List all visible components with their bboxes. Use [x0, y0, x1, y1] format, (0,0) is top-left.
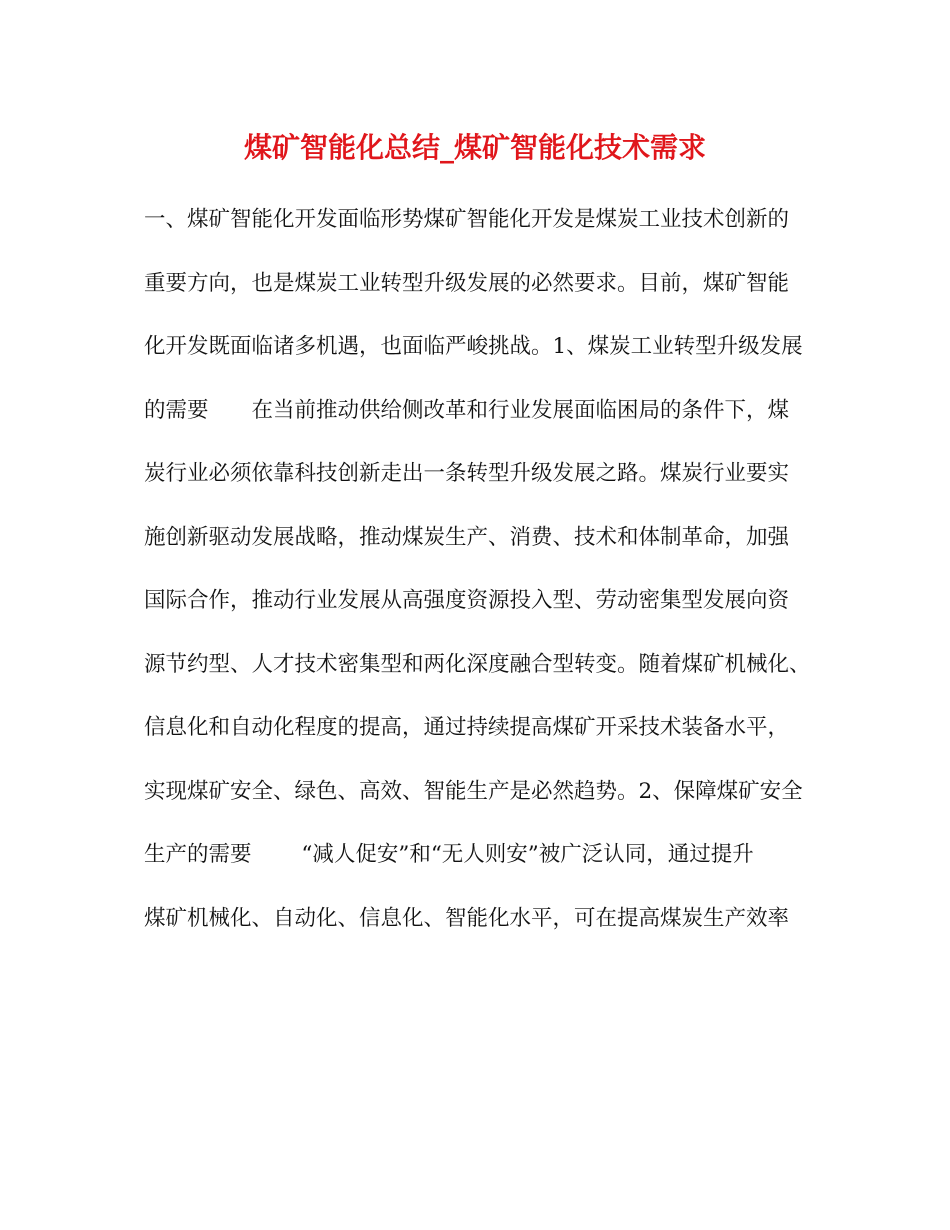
- body-line: 施创新驱动发展战略，推动煤炭生产、消费、技术和体制革命，加强: [144, 524, 790, 550]
- document-title: 煤矿智能化总结_煤矿智能化技术需求: [243, 131, 706, 164]
- body-line: 生产的需要 “减人促安”和“无人则安”被广泛认同，通过提升: [144, 842, 754, 867]
- body-line: 实现煤矿安全、绿色、高效、智能生产是必然趋势。2、保障煤矿安全: [144, 778, 803, 804]
- body-line: 一、煤矿智能化开发面临形势煤矿智能化开发是煤炭工业技术创新的: [144, 207, 790, 232]
- body-line: 重要方向，也是煤炭工业转型升级发展的必然要求。目前，煤矿智能: [144, 270, 790, 296]
- body-line: 的需要 在当前推动供给侧改革和行业发展面临困局的条件下，煤: [144, 397, 790, 423]
- body-line: 信息化和自动化程度的提高，通过持续提高煤矿开采技术装备水平，: [144, 715, 790, 740]
- document-body: [144, 188, 824, 950]
- body-line: 源节约型、人才技术密集型和两化深度融合型转变。随着煤矿机械化、: [144, 651, 811, 677]
- body-line: 化开发既面临诸多机遇，也面临严峻挑战。1、煤炭工业转型升级发展: [144, 334, 803, 359]
- body-line: 国际合作，推动行业发展从高强度资源投入型、劳动密集型发展向资: [144, 588, 790, 613]
- body-line: 炭行业必须依靠科技创新走出一条转型升级发展之路。煤炭行业要实: [144, 461, 790, 486]
- body-line: 煤矿机械化、自动化、信息化、智能化水平，可在提高煤炭生产效率: [144, 905, 790, 931]
